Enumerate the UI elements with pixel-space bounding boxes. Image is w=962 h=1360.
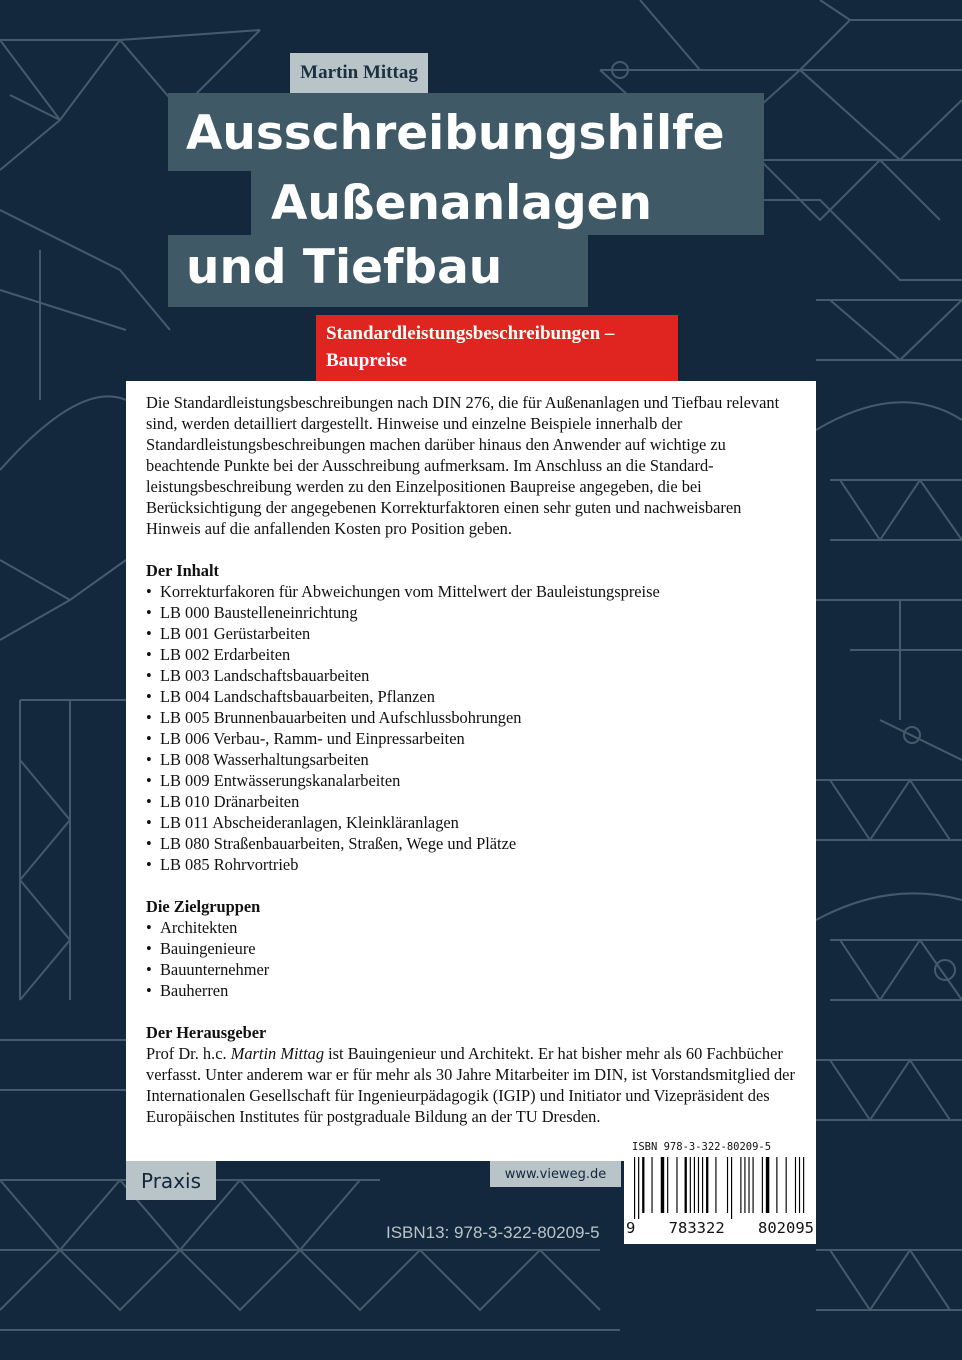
list-item: • LB 011 Abscheideranlagen, Kleinkläranlagen: [146, 812, 798, 833]
title-line-2: Außenanlagen: [251, 171, 764, 235]
list-item: • Bauunternehmer: [146, 959, 798, 980]
barcode-bar: [676, 1157, 677, 1213]
list-item: • LB 004 Landschaftsbauarbeiten, Pflanzen: [146, 686, 798, 707]
list-item: • LB 002 Erdarbeiten: [146, 644, 798, 665]
isbn13-text: ISBN13: 978-3-322-80209-5: [386, 1223, 600, 1242]
target-groups-heading: Die Zielgruppen: [146, 897, 261, 916]
barcode-bar: [638, 1157, 639, 1219]
barcode-digit-group-right: 802095: [758, 1219, 814, 1237]
list-item: • LB 006 Verbau-, Ramm- und Einpressarbeiten: [146, 728, 798, 749]
list-item: • LB 009 Entwässerungskanalarbeiten: [146, 770, 798, 791]
series-label: Praxis: [126, 1161, 216, 1200]
barcode-bar: [685, 1157, 687, 1213]
title-line-1: Ausschreibungshilfe: [168, 93, 764, 171]
barcode-bar: [698, 1157, 699, 1213]
barcode-isbn-text: ISBN 978-3-322-80209-5: [632, 1141, 772, 1153]
list-item: • LB 005 Brunnenbauarbeiten und Aufschlussbohrungen: [146, 707, 798, 728]
target-groups-list: [146, 917, 798, 1001]
barcode-bar: [766, 1157, 769, 1213]
list-item: • LB 001 Gerüstarbeiten: [146, 623, 798, 644]
barcode-bar: [799, 1157, 800, 1213]
barcode-bar: [667, 1157, 668, 1213]
list-item: • LB 080 Straßenbauarbeiten, Straßen, Wege und Plätze: [146, 833, 798, 854]
subtitle-line-2: Baupreise: [326, 350, 407, 371]
list-item: • Bauingenieure: [146, 938, 798, 959]
list-item: • LB 008 Wasserhaltungsarbeiten: [146, 749, 798, 770]
barcode-bar: [715, 1157, 716, 1213]
subtitle-line-1: Standardleistungsbeschreibungen –: [326, 323, 615, 344]
barcode-bar: [786, 1157, 787, 1213]
barcode-bar: [642, 1157, 644, 1213]
editor-prefix: Prof Dr. h.c.: [146, 1044, 231, 1063]
barcode-bar: [706, 1157, 708, 1213]
editor-name: Martin Mittag: [230, 1044, 325, 1063]
barcode-bar: [694, 1157, 695, 1213]
barcode-bar: [731, 1157, 732, 1219]
editor-heading: Der Herausgeber: [146, 1023, 267, 1042]
barcode-bar: [634, 1157, 635, 1219]
intro-paragraph: Die Standardleistungsbeschreibungen nach DIN 276, die für Außenanlagen und Tiefbau relevant sind, werden detailliert dargestellt. Hinweise und einzelne Beispiele innerhalb der Standardleistungsbeschreibungen machen darüber hinaus den Anwender auf wichtige zu beachtende Punkte bei der Ausschreibung aufmerksam. Im Anschluss an die Standard-leistungsbeschreibung werden zu den Einzelpositionen Baupreise angegeben, die bei Berücksichtigung der angegebenen Korrekturfaktoren einen sehr guten und nachweisbaren Hinweis auf die anfallenden Kosten pro Position geben.: [146, 393, 780, 538]
barcode-bar: [803, 1157, 804, 1213]
barcode-bar: [702, 1157, 703, 1213]
contents-section: [146, 560, 798, 875]
barcode-bar: [744, 1157, 745, 1213]
barcode-digits: [626, 1219, 814, 1237]
list-item: • LB 003 Landschaftsbauarbeiten: [146, 665, 798, 686]
barcode-bars: [634, 1157, 806, 1219]
editor-bio: [146, 1043, 798, 1127]
list-item: • LB 085 Rohrvortrieb: [146, 854, 798, 875]
barcode-bar: [795, 1157, 796, 1213]
author-label: Martin Mittag: [290, 53, 428, 93]
barcode-bar: [762, 1157, 763, 1213]
editor-bio-text: ist Bauingenieur und Architekt. Er hat bisher mehr als 60 Fachbücher verfasst. Unter anderem war er für mehr als 30 Jahre Mitarbeiter im DIN, ist Vorstandsmitglied der Internationalen Gesellschaft für Ingenieurpädagogik (IGIP) und Initiator und Vizepräsident des Europäischen Institutes für postgraduale Bildung an der TU Dresden.: [146, 1044, 795, 1126]
barcode-digit-group-left: 783322: [668, 1219, 725, 1237]
title-line-3: und Tiefbau: [168, 235, 588, 307]
contents-list: [146, 581, 798, 875]
barcode-bar: [661, 1157, 664, 1213]
barcode-bar: [776, 1157, 777, 1213]
description-panel: [126, 381, 816, 1161]
contents-heading: Der Inhalt: [146, 561, 220, 580]
barcode-bar: [727, 1157, 728, 1213]
barcode-bar: [753, 1157, 754, 1213]
barcode-digit-lead: 9: [626, 1219, 636, 1237]
barcode-panel: [624, 1137, 816, 1244]
barcode-bar: [651, 1157, 652, 1213]
barcode-bar: [740, 1157, 741, 1213]
list-item: • Korrekturfakoren für Abweichungen vom Mittelwert der Bauleistungspreise: [146, 581, 798, 602]
editor-section: [146, 1022, 798, 1127]
subtitle-banner: [316, 315, 678, 381]
barcode-bar: [690, 1157, 691, 1213]
list-item: • LB 010 Dränarbeiten: [146, 791, 798, 812]
list-item: • Architekten: [146, 917, 798, 938]
target-groups-section: [146, 896, 798, 1001]
website-label: www.vieweg.de: [490, 1161, 621, 1187]
list-item: • LB 000 Baustelleneinrichtung: [146, 602, 798, 623]
barcode-bar: [748, 1157, 749, 1213]
list-item: • Bauherren: [146, 980, 798, 1001]
